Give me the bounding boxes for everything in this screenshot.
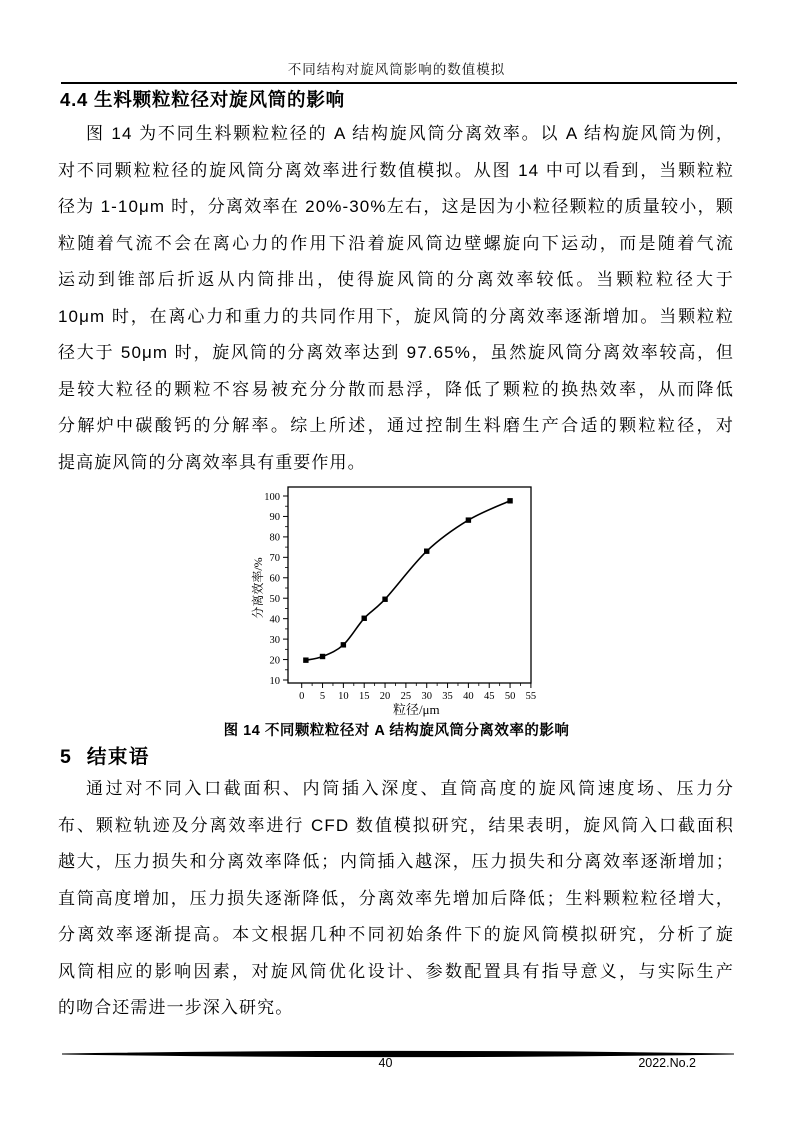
text-line: 对不同颗粒粒径的旋风筒分离效率进行数值模拟。从图 14 中可以看到，当颗粒粒 [58,160,734,180]
text-line: 径为 1-10μm 时，分离效率在 20%-30%左右，这是因为小粒径颗粒的质量较小，颗 [58,197,734,216]
text-line: 直筒高度增加，压力损失逐渐降低，分离效率先增加后降低；生料颗粒粒径增大， [58,888,734,908]
svg-text:粒径/μm: 粒径/μm [392,702,440,717]
issue-label: 2022.No.2 [638,1056,696,1070]
svg-text:30: 30 [421,691,432,702]
figure-14 [250,481,550,717]
paragraph-conclusion [58,771,734,1027]
svg-text:20: 20 [379,691,391,702]
svg-text:15: 15 [358,691,370,702]
svg-text:10: 10 [269,675,280,687]
svg-text:55: 55 [525,691,537,702]
svg-text:20: 20 [269,655,280,667]
text-line: 分离效率逐渐提高。本文根据几种不同初始条件下的旋风筒模拟研究，分析了旋 [58,925,734,944]
svg-text:90: 90 [269,512,280,524]
svg-text:45: 45 [483,691,495,702]
text-line: 是较大粒径的颗粒不容易被充分分散而悬浮，降低了颗粒的换热效率，从而降低 [58,379,734,399]
svg-text:30: 30 [269,634,280,646]
text-line: 布、颗粒轨迹及分离效率进行 CFD 数值模拟研究，结果表明，旋风筒入口截面积 [58,815,734,835]
text-line: 提高旋风筒的分离效率具有重要作用。 [58,452,366,472]
text-line: 分解炉中碳酸钙的分解率。综上所述，通过控制生料磨生产合适的颗粒粒径，对 [58,416,734,435]
section-5-title: 结束语 [86,746,150,768]
svg-text:70: 70 [269,553,280,565]
text-line: 的吻合还需进一步深入研究。 [58,998,294,1017]
section-4-4-heading: 4.4 生料颗粒粒径对旋风筒的影响 [60,89,345,110]
svg-text:10: 10 [338,691,349,702]
text-line: 径大于 50μm 时，旋风筒的分离效率达到 97.65%，虽然旋风筒分离效率较高，但 [58,343,734,362]
svg-text:分离效率/%: 分离效率/% [251,557,265,619]
figure-chart-svg [250,481,550,717]
svg-text:80: 80 [269,532,280,544]
svg-text:100: 100 [264,491,280,503]
svg-text:35: 35 [442,691,453,702]
page-number: 40 [378,1056,393,1070]
svg-text:50: 50 [504,691,516,702]
section-5-heading [60,741,150,769]
section-5-number: 5 [60,746,71,768]
text-line: 通过对不同入口截面积、内筒插入深度、直筒高度的旋风筒速度场、压力分 [86,779,734,798]
header-rule [61,82,737,84]
svg-text:25: 25 [400,691,412,702]
running-title: 不同结构对旋风筒影响的数值模拟 [287,62,506,77]
svg-text:40: 40 [269,614,280,626]
svg-text:0: 0 [299,691,305,702]
paragraph-particle-size-effect [58,116,734,481]
text-line: 越大，压力损失和分离效率降低；内筒插入越深，压力损失和分离效率逐渐增加； [58,852,734,871]
text-line: 风筒相应的影响因素，对旋风筒优化设计、参数配置具有指导意义，与实际生产 [58,961,734,981]
svg-text:50: 50 [269,594,280,606]
svg-text:60: 60 [269,573,280,585]
svg-text:5: 5 [319,691,326,702]
text-line: 粒随着气流不会在离心力的作用下沿着旋风筒边壁螺旋向下运动，而是随着气流 [58,233,734,253]
svg-text:40: 40 [463,691,474,702]
text-line: 运动到锥部后折返从内筒排出，使得旋风筒的分离效率较低。当颗粒粒径大于 [58,270,734,289]
figure-14-caption: 图 14 不同颗粒粒径对 A 结构旋风筒分离效率的影响 [223,723,570,739]
footer-divider [60,1045,736,1053]
text-line: 图 14 为不同生料颗粒粒径的 A 结构旋风筒分离效率。以 A 结构旋风筒为例， [86,124,734,143]
text-line: 10μm 时，在离心力和重力的共同作用下，旋风筒的分离效率逐渐增加。当颗粒粒 [58,306,734,326]
